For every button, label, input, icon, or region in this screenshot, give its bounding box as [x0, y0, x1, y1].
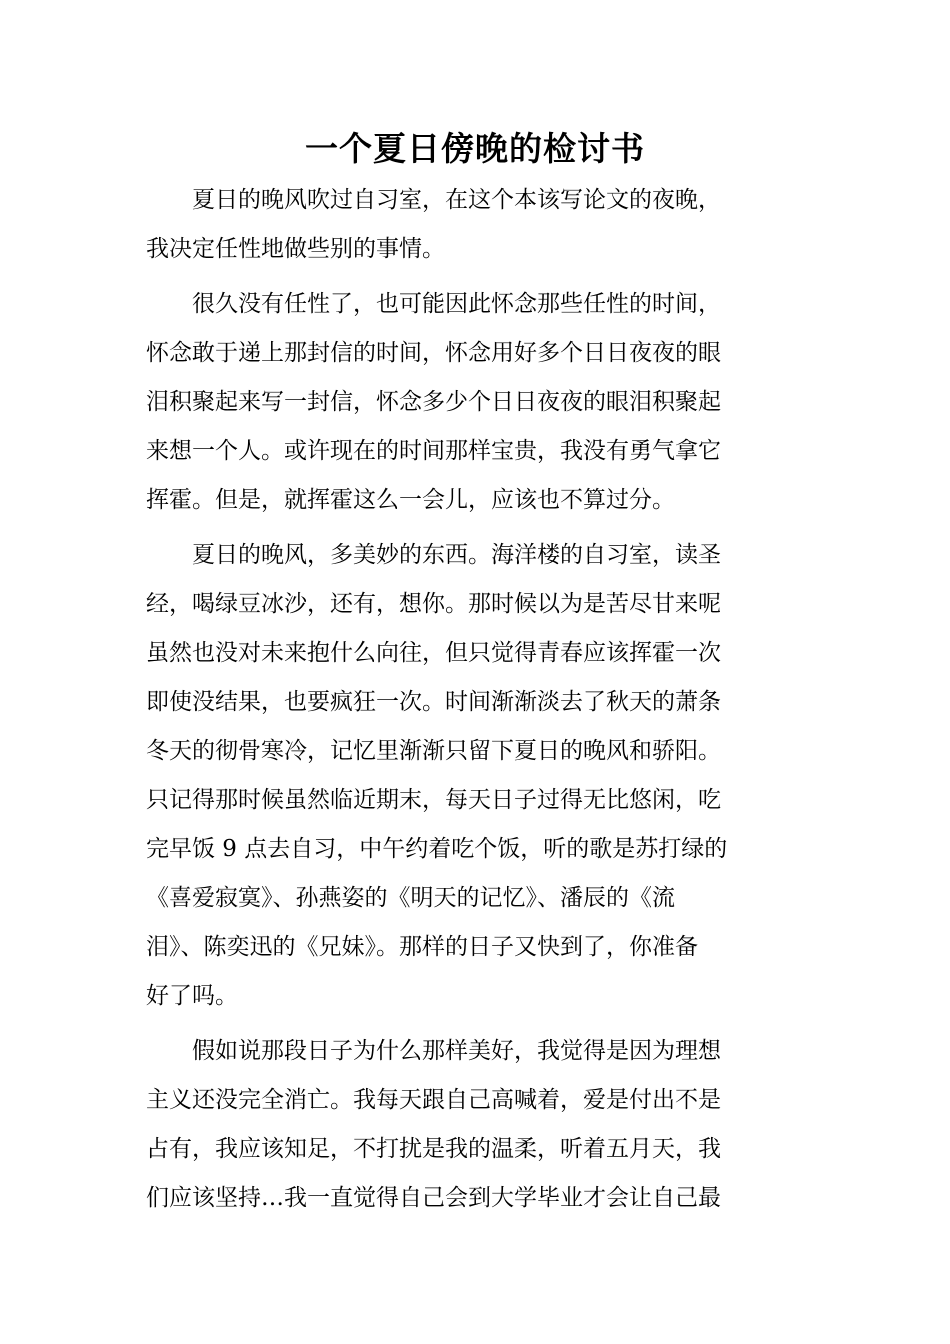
- text-line: 怀念敢于递上那封信的时间，怀念用好多个日日夜夜的眼: [146, 340, 721, 366]
- text-line: 夏日的晚风，多美妙的东西。海洋楼的自习室，读圣: [146, 542, 721, 568]
- text-line: 主义还没完全消亡。我每天跟自己高喊着，爱是付出不是: [146, 1087, 721, 1113]
- text-line: 只记得那时候虽然临近期末，每天日子过得无比悠闲，吃: [146, 787, 721, 813]
- document-title: 一个夏日傍晚的检讨书: [305, 129, 645, 168]
- text-line: 《喜爱寂寞》、孙燕姿的《明天的记忆》、潘辰的《流: [146, 885, 675, 911]
- text-line: 虽然也没对未来抱什么向往，但只觉得青春应该挥霍一次: [146, 640, 721, 666]
- paragraph: [146, 280, 808, 525]
- text-line: 经，喝绿豆冰沙，还有，想你。那时候以为是苦尽甘来呢: [146, 591, 721, 617]
- text-line: 我决定任性地做些别的事情。: [146, 236, 445, 262]
- paragraph: [146, 1027, 808, 1223]
- text-line: 泪积聚起来写一封信，怀念多少个日日夜夜的眼泪积聚起: [146, 389, 721, 415]
- text-line: 夏日的晚风吹过自习室，在这个本该写论文的夜晚，: [146, 187, 721, 213]
- paragraph: [146, 176, 808, 274]
- text-line: 们应该坚持…我一直觉得自己会到大学毕业才会让自己最: [146, 1185, 721, 1211]
- text-line: 冬天的彻骨寒冷，记忆里渐渐只留下夏日的晚风和骄阳。: [146, 738, 721, 764]
- document-body: [146, 176, 808, 1223]
- text-line: 泪》、陈奕迅的《兄妹》。那样的日子又快到了，你准备: [146, 934, 698, 960]
- text-line: 来想一个人。或许现在的时间那样宝贵，我没有勇气拿它: [146, 438, 721, 464]
- text-line: 占有，我应该知足，不打扰是我的温柔，听着五月天，我: [146, 1136, 721, 1162]
- text-line: 挥霍。但是，就挥霍这么一会儿，应该也不算过分。: [146, 487, 675, 513]
- text-line: 假如说那段日子为什么那样美好，我觉得是因为理想: [146, 1038, 721, 1064]
- paragraph: [146, 531, 808, 1021]
- text-line: 完早饭 9 点去自习，中午约着吃个饭，听的歌是苏打绿的: [146, 836, 728, 862]
- text-line: 好了吗。: [146, 983, 238, 1009]
- text-line: 即使没结果，也要疯狂一次。时间渐渐淡去了秋天的萧条: [146, 689, 721, 715]
- text-line: 很久没有任性了，也可能因此怀念那些任性的时间，: [146, 291, 721, 317]
